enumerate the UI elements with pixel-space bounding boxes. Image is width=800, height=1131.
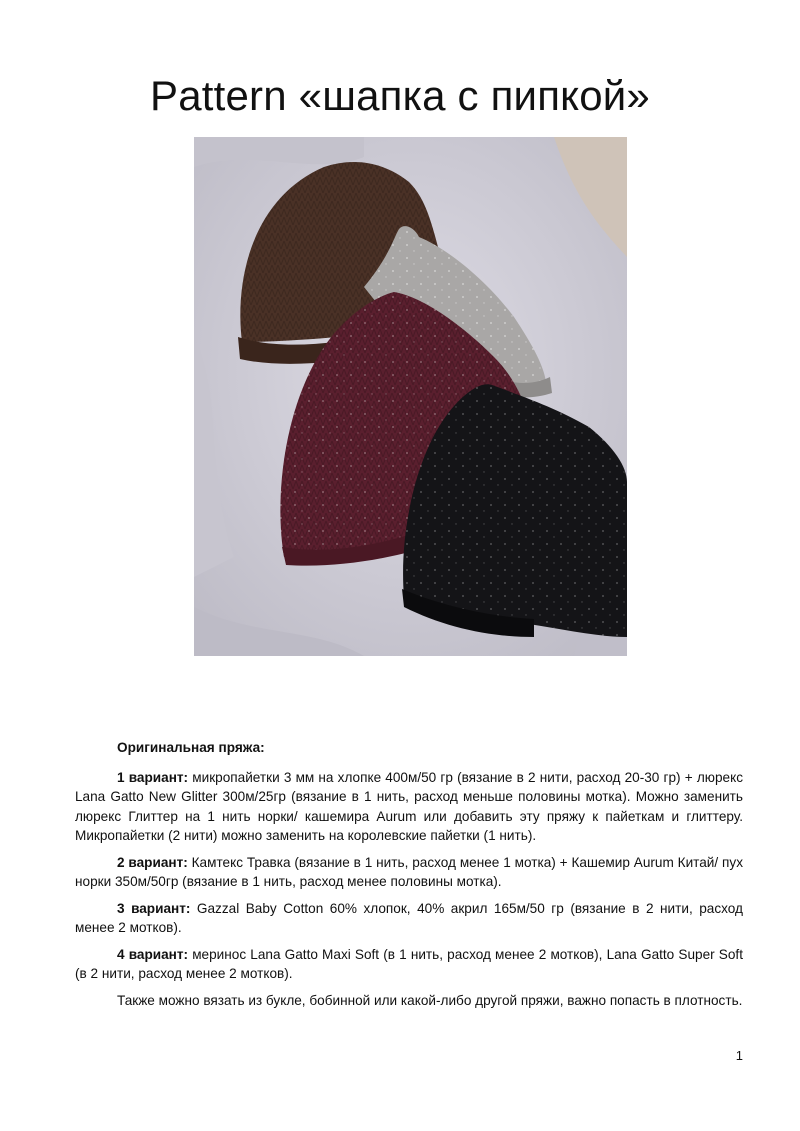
variant-paragraph (75, 853, 743, 892)
variant-text: Gazzal Baby Cotton 60% хлопок, 40% акрил 165м/50 гр (вязание в 2 нити, расход менее 2 мотков). (75, 900, 743, 935)
yarn-section (75, 738, 743, 1017)
variant-paragraph (75, 945, 743, 984)
variant-text: Камтекс Травка (вязание в 1 нить, расход менее 1 мотка) + Кашемир Aurum Китай/ пух норки 350м/50гр (вязание в 1 нить, расход менее половины мотка). (75, 854, 743, 889)
variant-paragraph (75, 899, 743, 938)
variant-label: 3 вариант: (117, 900, 191, 916)
yarn-heading: Оригинальная пряжа: (117, 740, 265, 755)
variant-label: 4 вариант: (117, 946, 189, 962)
closing-paragraph: Также можно вязать из букле, бобинной или какой-либо другой пряжи, важно попасть в плотность. (117, 992, 743, 1008)
variant-text: меринос Lana Gatto Maxi Soft (в 1 нить, расход менее 2 мотков), Lana Gatto Super Soft (в 2 нити, расход менее 2 мотков). (75, 946, 743, 981)
hats-photo (194, 137, 627, 656)
page-number: 1 (735, 1048, 743, 1063)
page-title: Pattern «шапка с пипкой» (149, 72, 650, 119)
variant-text: микропайетки 3 мм на хлопке 400м/50 гр (вязание в 2 нити, расход 20-30 гр) + люрекс Lana Gatto New Glitter 300м/25гр (вязание в 1 нить, расход меньше половины мотка). Можно заменить люрекс Глиттер на 1 нить норки/ кашемира Aurum или добавить эту пряжу к пайеткам и глиттеру. Микропайетки (2 нити) можно заменить на королевские пайетки (1 нить). (75, 769, 743, 843)
variant-label: 1 вариант: (117, 769, 189, 785)
variant-paragraph (75, 768, 743, 846)
variant-label: 2 вариант: (117, 854, 188, 870)
